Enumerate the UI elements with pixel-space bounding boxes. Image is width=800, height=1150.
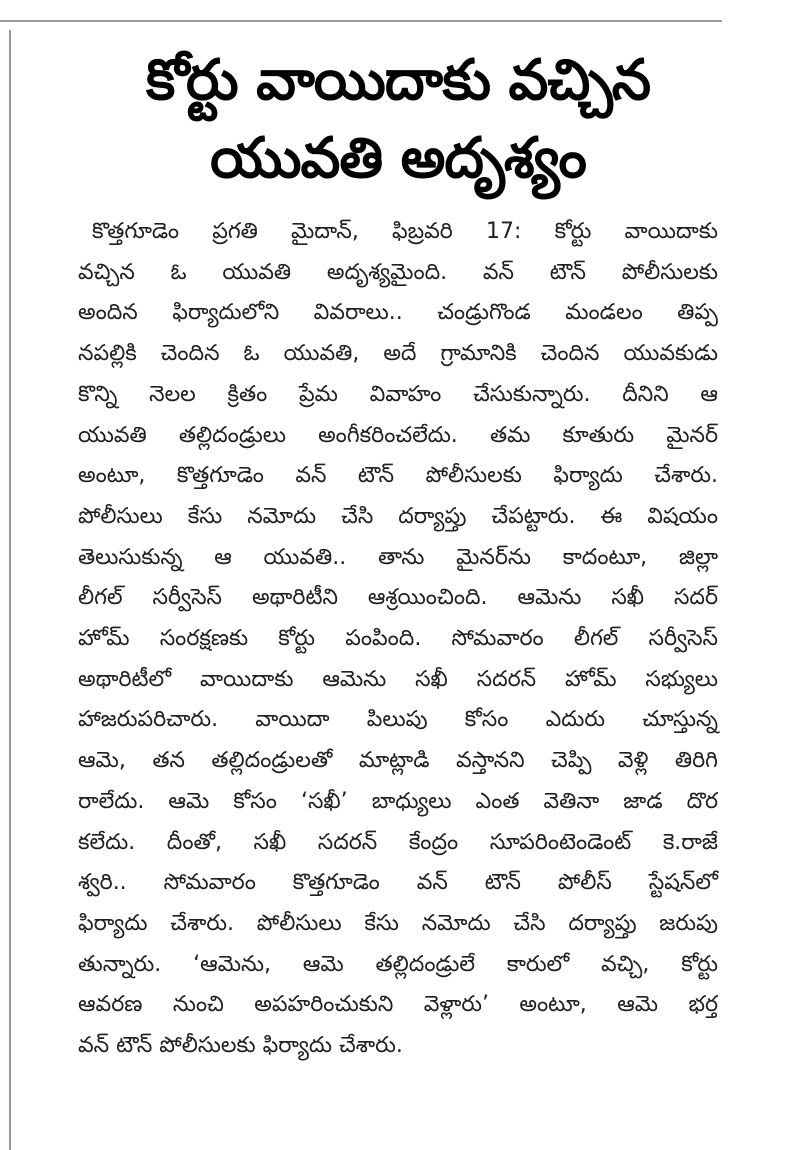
body-line: అథారిటీలో వాయిదాకు ఆమెను సఖీ సదరన్ హోమ్ సభ్యులు [78,666,718,692]
body-line: హాజరుపరిచారు. వాయిదా పిలుపు కోసం ఎదురు చూస్తున్న [78,707,718,733]
body-line: రాలేదు. ఆమె కోసం ‘సఖీ’ బాధ్యులు ఎంత వెతినా జాడ దొర [78,788,718,814]
body-line: అందిన ఫిర్యాదులోని వివరాలు.. చండ్రుగొండ మండలం తిప్ప [78,300,718,326]
body-line: కొన్ని నెలల క్రితం ప్రేమ వివాహం చేసుకున్నారు. దీనిని ఆ [78,381,718,407]
headline-line-1: కోర్టు వాయిదాకు వచ్చిన [145,48,651,113]
headline-line-2: యువతి అదృశ్యం [210,126,586,191]
body-line: అంటూ, కొత్తగూడెం వన్ టౌన్ పోలీసులకు ఫిర్యాదు చేశారు. [78,463,718,489]
body-line: ఆవరణ నుంచి అపహరించుకుని వెళ్లారు’ అంటూ, ఆమె భర్త [78,992,718,1018]
body-line: శ్వరి.. సోమవారం కొత్తగూడెం వన్ టౌన్ పోలీస్ స్టేషన్‌లో [78,870,718,896]
left-column-rule [9,30,11,1150]
top-divider-rule [0,20,722,22]
body-line: యువతి తల్లిదండ్రులు అంగీకరించలేదు. తమ కూతురు మైనర్ [78,422,718,448]
body-line: పోలీసులు కేసు నమోదు చేసి దర్యాప్తు చేపట్టారు. ఈ విషయం [78,503,718,529]
article-body [78,212,718,1067]
body-line: కలేదు. దీంతో, సఖీ సదరన్ కేంద్రం సూపరింటెండెంట్ కె.రాజే [78,829,718,855]
body-line: వన్ టౌన్ పోలీసులకు ఫిర్యాదు చేశారు. [78,1033,403,1059]
body-line: కొత్తగూడెం ప్రగతి మైదాన్, ఫిబ్రవరి 17: కోర్టు వాయిదాకు [92,219,718,244]
article-headline [78,42,718,198]
body-line: హోమ్ సంరక్షణకు కోర్టు పంపింది. సోమవారం లీగల్ సర్వీసెస్ [78,626,718,652]
body-line: తెలుసుకున్న ఆ యువతి.. తాను మైనర్‌ను కాదంటూ, జిల్లా [78,544,718,570]
body-line: తున్నారు. ‘ఆమెను, ఆమె తల్లిదండ్రులే కారులో వచ్చి, కోర్టు [78,951,718,977]
body-line: ఆమె, తన తల్లిదండ్రులతో మాట్లాడి వస్తానని చెప్పి వెళ్లి తిరిగి [78,748,718,774]
body-line: నపల్లికి చెందిన ఓ యువతి, అదే గ్రామానికి చెందిన యువకుడు [78,341,718,367]
body-line: లీగల్ సర్వీసెస్ అథారిటీని ఆశ్రయించింది. ఆమెను సఖీ సదర్ [78,585,718,611]
body-line: వచ్చిన ఓ యువతి అదృశ్యమైంది. వన్ టౌన్ పోలీసులకు [78,259,718,285]
body-line: ఫిర్యాదు చేశారు. పోలీసులు కేసు నమోదు చేసి దర్యాప్తు జరుపు [78,910,718,936]
news-article [78,42,718,1067]
